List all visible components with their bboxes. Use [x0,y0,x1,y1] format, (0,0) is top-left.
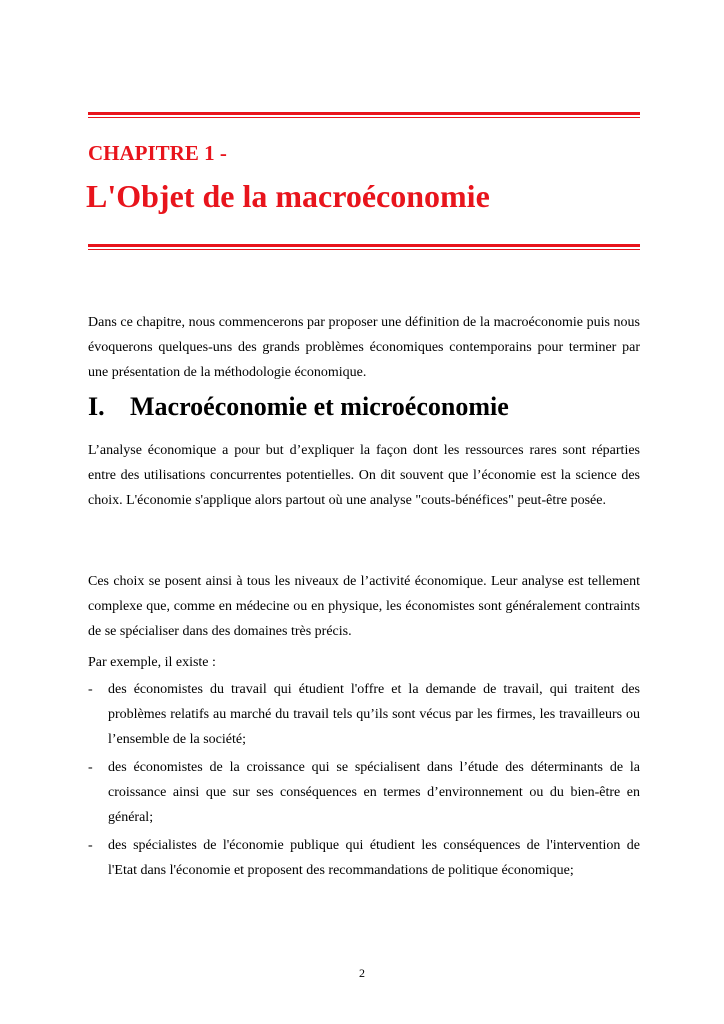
list-item-text: des spécialistes de l'économie publique qui étudient les conséquences de l'intervention de l'Etat dans l'économie et proposent des recommandations de politique économique; [108,838,640,878]
section-number: I. [88,392,105,421]
top-decorative-rule [88,112,640,118]
bottom-decorative-rule [88,244,640,250]
section-paragraph-1: L’analyse économique a pour but d’expliquer la façon dont les ressources rares sont réparties entre des utilisations concurrentes potentielles. On dit souvent que l’économie est la science des choix. L'économie s'applique alors partout où une analyse "couts-bénéfices" peut-être posée. [88,443,640,508]
page-number: 2 [359,966,365,980]
section-paragraph-2: Ces choix se posent ainsi à tous les niveaux de l’activité économique. Leur analyse est tellement complexe que, comme en médecine ou en physique, les économistes sont généralement contraints de se spécialiser dans des domaines très précis. [88,574,640,639]
chapter-label: CHAPITRE 1 - [88,141,227,165]
list-item [88,677,640,752]
bullet-marker: - [88,760,93,775]
list-item [88,755,640,830]
bullet-marker: - [88,838,93,853]
section-paragraph-3: Par exemple, il existe : [88,655,216,670]
intro-paragraph: Dans ce chapitre, nous commencerons par proposer une définition de la macroéconomie puis nous évoquerons quelques-uns des grands problèmes économiques contemporains pour terminer par une présentation de la méthodologie économique. [88,315,640,380]
section-title: Macroéconomie et microéconomie [130,392,509,421]
list-item-text: des économistes de la croissance qui se spécialisent dans l’étude des déterminants de la croissance ainsi que sur ses conséquences en termes d’environnement ou du bien-être en général; [108,760,640,825]
specialists-list [88,677,640,886]
list-item [88,833,640,883]
list-item-text: des économistes du travail qui étudient l'offre et la demande de travail, qui traitent des problèmes relatifs au marché du travail tels qu’ils sont vécus par les firmes, les travailleurs ou l’ensemble de la société; [108,682,640,747]
chapter-title: L'Objet de la macroéconomie [86,178,490,214]
section-heading [88,392,509,422]
bullet-marker: - [88,682,93,697]
